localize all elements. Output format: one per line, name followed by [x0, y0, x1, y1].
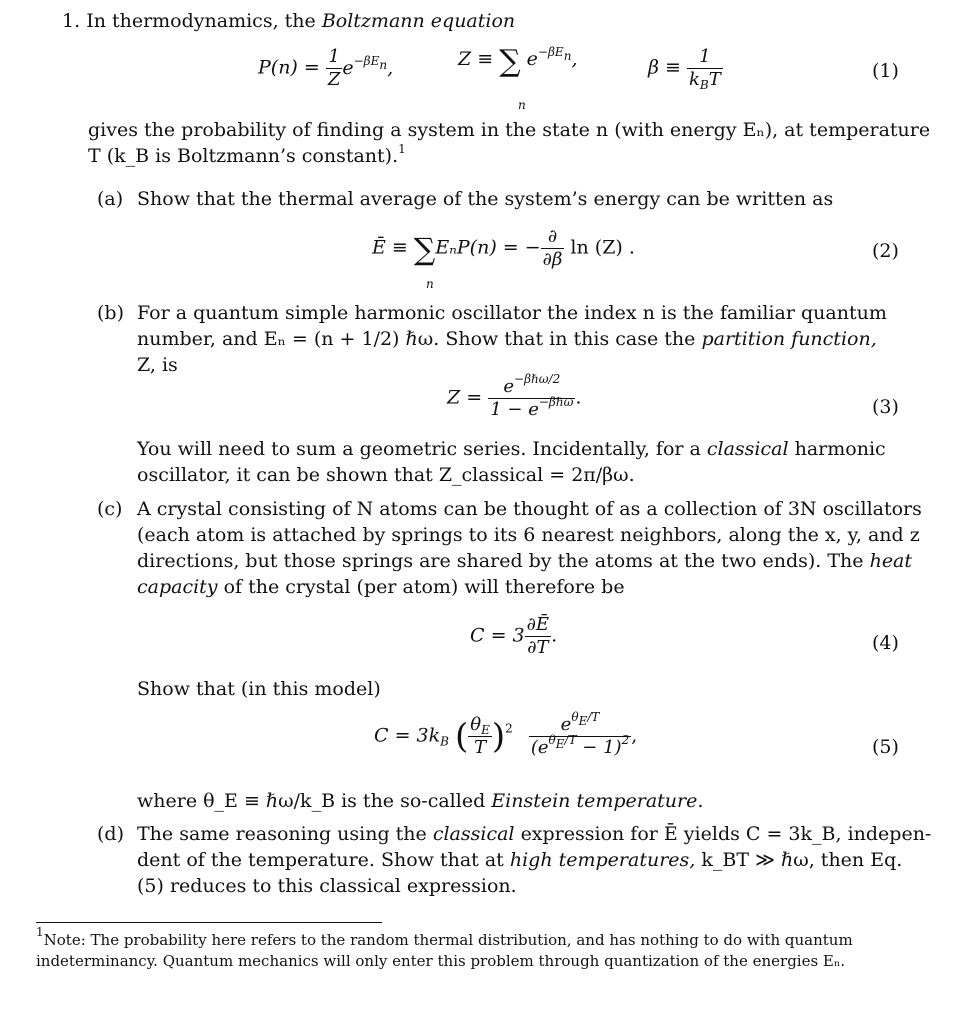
where-line: [137, 788, 703, 814]
einstein-term: Einstein temperature.: [491, 790, 704, 812]
part-c-line2: (each atom is attached by springs to its 6 nearest neighbors, along the x, y, and z: [137, 524, 920, 546]
temp-line: [88, 143, 406, 169]
part-b-line5: oscillator, it can be shown that Z_classical = 2π/βω.: [137, 464, 635, 486]
gives-line: gives the probability of finding a system in the state n (with energy Eₙ), at temperature: [88, 119, 931, 141]
part-b-classical: classical: [706, 438, 789, 460]
eq3-lhs: Z =: [447, 386, 483, 409]
eq1-pn: P(n) =: [258, 56, 320, 79]
where-pre: where θ_E ≡ ℏω/k_B is the so-called: [137, 790, 486, 812]
intro-term: Boltzmann equation: [321, 10, 516, 32]
equation-1-partition: Z ≡ ∑ $e^{-\beta E_n}$,: [458, 44, 578, 79]
equation-4: C = 3 $\frac{\partial Ē}{\partial T}$ .: [470, 614, 558, 658]
part-b-line4: [137, 436, 886, 462]
part-b-line2: [137, 326, 877, 352]
part-d-line1-pre: The same reasoning using the: [137, 823, 427, 845]
equation-3-label: (3): [872, 396, 899, 418]
footnote-rule: [36, 922, 382, 923]
eq4-lhs: C = 3: [470, 624, 525, 647]
part-b-line2-pre: number, and Eₙ = (n + 1/2) ℏω. Show that in this case the: [137, 328, 696, 350]
part-d-line3: (5) reduces to this classical expression.: [137, 875, 517, 897]
equation-1-label: (1): [872, 60, 899, 82]
part-c-line3-pre: directions, but those springs are shared by the atoms at the two ends). The: [137, 550, 864, 572]
footnote-ref: 1: [398, 142, 406, 156]
part-c-heat: heat: [869, 550, 913, 572]
part-b-line3: Z, is: [137, 354, 178, 376]
part-b-line1: For a quantum simple harmonic oscillator the index n is the familiar quantum: [137, 302, 887, 324]
show-that: Show that (in this model): [137, 678, 381, 700]
sum-index-2: n: [426, 277, 434, 291]
part-b-line4-pre: You will need to sum a geometric series. Incidentally, for a: [137, 438, 701, 460]
part-d-high-temp: high temperatures,: [509, 849, 696, 871]
eq2-mid: EₙP(n) = −: [435, 236, 541, 259]
problem-number: 1.: [62, 10, 81, 32]
part-a-label: (a): [97, 188, 124, 210]
equation-4-label: (4): [872, 632, 899, 654]
part-d-classical: classical: [432, 823, 515, 845]
equation-2: Ē ≡ ∑EₙP(n) = − $\frac{\partial}{\partial\beta}$ ln (Z) .: [372, 226, 635, 270]
part-b-line4-post: harmonic: [794, 438, 886, 460]
equation-1-beta: β ≡ $\frac{1}{k_BT}$: [648, 46, 721, 92]
footnote-text: Note: The probability here refers to the random thermal distribution, and has nothing to do with quantum indeterminancy. Quantum mechanics will only enter this problem through quantization of the energies Eₙ.: [36, 931, 853, 970]
eq2-lhs: Ē ≡: [372, 236, 408, 259]
part-d-line2-pre: dent of the temperature. Show that at: [137, 849, 504, 871]
sum-index-1: n: [518, 98, 526, 112]
eq1-beta: β ≡: [648, 56, 681, 79]
part-c-capacity: capacity: [137, 576, 218, 598]
problem-intro: [62, 8, 515, 34]
footnote-mark: 1: [36, 925, 44, 939]
equation-5-label: (5): [872, 736, 899, 758]
part-d-line1: [137, 821, 931, 847]
eq2-rhs: ln (Z) .: [570, 236, 635, 259]
equation-2-label: (2): [872, 240, 899, 262]
part-c-line4-post: of the crystal (per atom) will therefore be: [223, 576, 625, 598]
part-c-line3: [137, 548, 912, 574]
eq5-lhs: C = 3k: [374, 724, 441, 747]
part-c-label: (c): [97, 498, 123, 520]
part-b-label: (b): [97, 302, 124, 324]
part-b-term: partition function,: [701, 328, 877, 350]
equation-5: $C = 3k_B$ ( $\frac{\theta_E}{T}$ )$^2$ $\frac{e^{\theta_E/T}}{(e^{\theta_E/T} - 1)^2}$ ,: [374, 710, 638, 758]
part-a-text: Show that the thermal average of the system’s energy can be written as: [137, 188, 834, 210]
intro-text: In thermodynamics, the: [86, 10, 316, 32]
temp-text: T (k_B is Boltzmann’s constant).: [88, 145, 399, 167]
part-c-line1: A crystal consisting of N atoms can be thought of as a collection of 3N oscillators: [137, 498, 922, 520]
part-d-label: (d): [97, 823, 124, 845]
part-c-line4: [137, 574, 625, 600]
equation-1: P(n) = $\frac{1}{Z}$ $e^{-\beta E_n}$,: [258, 46, 394, 90]
part-d-line1-post: expression for Ē yields C = 3k_B, indepen-: [520, 823, 932, 845]
equation-3: Z = $\frac{e^{-\beta\hbar\omega/2}}{1 - e^{-\beta\hbar\omega}}$ .: [447, 372, 582, 420]
part-d-line2: [137, 847, 902, 873]
eq1-z: Z ≡: [458, 48, 494, 70]
footnote: [36, 925, 916, 972]
part-d-line2-post: k_BT ≫ ℏω, then Eq.: [701, 849, 903, 871]
